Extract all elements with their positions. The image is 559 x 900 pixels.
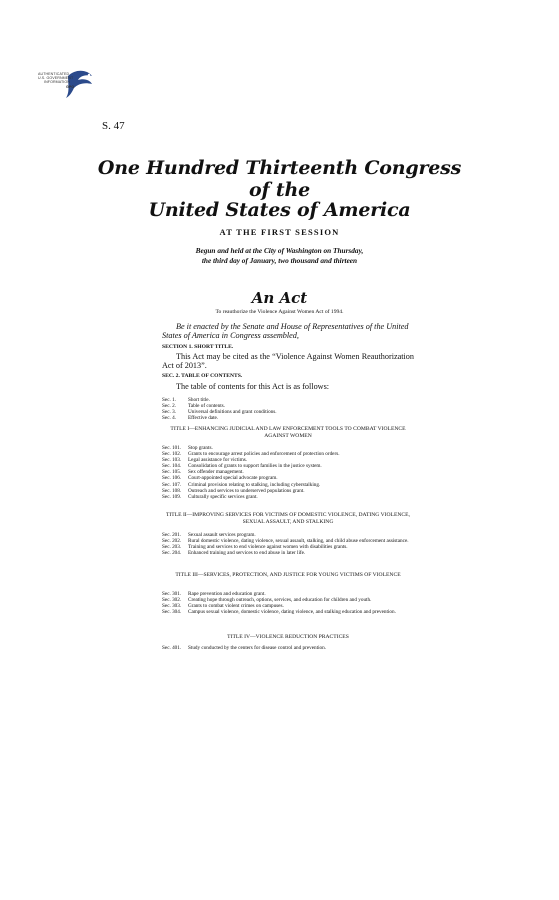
toc-section-number: Sec. 106. [162, 475, 182, 482]
toc-section-title: Culturally specific services grant. [188, 493, 258, 500]
an-act-heading: An Act [251, 289, 308, 307]
toc-section-title: Criminal provision relating to stalking, including cyberstalking. [188, 481, 321, 488]
toc-entry [162, 494, 414, 500]
toc-section-number: Sec. 304. [162, 609, 182, 616]
toc-title-2-list [162, 532, 414, 556]
toc-section-number: Sec. 1. [162, 397, 176, 403]
toc-intro-list [162, 397, 414, 421]
section-2-heading: SEC. 2. TABLE OF CONTENTS. [162, 373, 243, 379]
toc-section-number: Sec. 301. [162, 591, 182, 597]
toc-section-title: Short title. [188, 397, 210, 403]
toc-section-number: Sec. 101. [162, 445, 182, 451]
toc-entry [162, 609, 414, 615]
bill-number: S. 47 [102, 120, 125, 132]
seal-text-line: INFORMATION [44, 80, 70, 84]
toc-section-number: Sec. 107. [162, 481, 182, 488]
toc-title-1-heading: TITLE I—ENHANCING JUDICIAL AND LAW ENFORCEMENT TOOLS TO COMBAT VIOLENCE AGAINST WOMEN [170, 426, 406, 439]
toc-section-number: Sec. 109. [162, 493, 182, 500]
toc-section-title: Sexual assault services program. [188, 532, 256, 538]
congress-title: One Hundred Thirteenth Congress [97, 157, 462, 179]
toc-section-number: Sec. 2. [162, 403, 176, 410]
toc-section-title: Creating hope through outreach, options, services, and education for children and youth. [188, 597, 372, 604]
toc-section-number: Sec. 103. [162, 457, 182, 464]
toc-section-number: Sec. 303. [162, 603, 182, 610]
toc-section-title: Enhanced training and services to end abuse in later life. [188, 550, 306, 557]
toc-section-title: Consolidation of grants to support families in the justice system. [188, 463, 322, 470]
begun-line: Begun and held at the City of Washington on Thursday, [195, 246, 364, 255]
section-1-heading: SECTION 1. SHORT TITLE. [162, 344, 234, 350]
toc-title-3-heading: TITLE III—SERVICES, PROTECTION, AND JUSTICE FOR YOUNG VICTIMS OF VIOLENCE [175, 572, 401, 578]
toc-title-1-list [162, 445, 414, 500]
toc-entry [162, 550, 414, 556]
gpo-authentication-seal [38, 66, 96, 110]
toc-section-number: Sec. 401. [162, 645, 182, 651]
toc-section-number: Sec. 302. [162, 597, 182, 604]
seal-text-line: U.S. GOVERNMENT [38, 76, 74, 80]
enacting-clause: Be it enacted by the Senate and House of Representatives of the United States of America in Congress assembled, [162, 322, 409, 341]
session-heading: AT THE FIRST SESSION [219, 227, 340, 237]
seal-text-line: AUTHENTICATED [38, 72, 70, 76]
section-1-text: This Act may be cited as the “Violence Against Women Reauthorization Act of 2013”. [162, 352, 414, 371]
toc-section-title: Grants to encourage arrest policies and enforcement of protection orders. [188, 451, 340, 458]
toc-section-title: Rape prevention and education grant. [188, 591, 266, 597]
toc-section-number: Sec. 104. [162, 463, 182, 470]
begun-line: the third day of January, two thousand and thirteen [201, 256, 358, 265]
toc-section-number: Sec. 4. [162, 415, 176, 422]
toc-section-title: Rural domestic violence, dating violence, sexual assault, stalking, and child abuse enforcement assistance. [188, 538, 409, 545]
toc-section-number: Sec. 203. [162, 544, 182, 551]
section-2-text: The table of contents for this Act is as follows: [176, 382, 330, 391]
toc-section-title: Universal definitions and grant conditions. [188, 409, 277, 416]
toc-title-4-list [162, 645, 414, 651]
toc-section-title: Stop grants. [188, 445, 213, 451]
congress-title-of-the: of the [249, 179, 310, 201]
toc-section-title: Legal assistance for victims. [188, 457, 248, 464]
toc-section-title: Table of contents. [188, 403, 225, 410]
seal-text-line: GPO [66, 85, 75, 89]
toc-entry [162, 415, 414, 421]
toc-section-number: Sec. 204. [162, 550, 182, 557]
toc-section-number: Sec. 105. [162, 469, 182, 476]
toc-section-number: Sec. 201. [162, 532, 182, 538]
toc-section-number: Sec. 108. [162, 487, 182, 494]
toc-title-2-heading: TITLE II—IMPROVING SERVICES FOR VICTIMS OF DOMESTIC VIOLENCE, DATING VIOLENCE, SEXUAL ASSAULT, AND STALKING [166, 512, 410, 525]
toc-section-title: Outreach and services to underserved populations grant. [188, 487, 305, 494]
toc-section-title: Effective date. [188, 415, 219, 422]
congress-title-country: United States of America [148, 199, 411, 221]
toc-title-3-list [162, 591, 414, 615]
toc-title-4-heading: TITLE IV—VIOLENCE REDUCTION PRACTICES [227, 634, 349, 640]
toc-section-number: Sec. 3. [162, 409, 176, 416]
toc-entry [162, 645, 414, 651]
toc-section-title: Court-appointed special advocate program. [188, 475, 278, 482]
toc-section-title: Grants to combat violent crimes on campuses. [188, 603, 284, 610]
toc-section-number: Sec. 102. [162, 451, 182, 458]
toc-section-title: Training and services to end violence against women with disabilities grants. [188, 544, 348, 551]
toc-section-title: Sex offender management. [188, 469, 244, 476]
toc-section-title: Study conducted by the centers for disease control and prevention. [188, 645, 327, 651]
toc-section-title: Campus sexual violence, domestic violence, dating violence, and stalking education and prevention. [188, 609, 396, 616]
toc-section-number: Sec. 202. [162, 538, 182, 545]
act-purpose: To reauthorize the Violence Against Women Act of 1994. [215, 309, 344, 315]
